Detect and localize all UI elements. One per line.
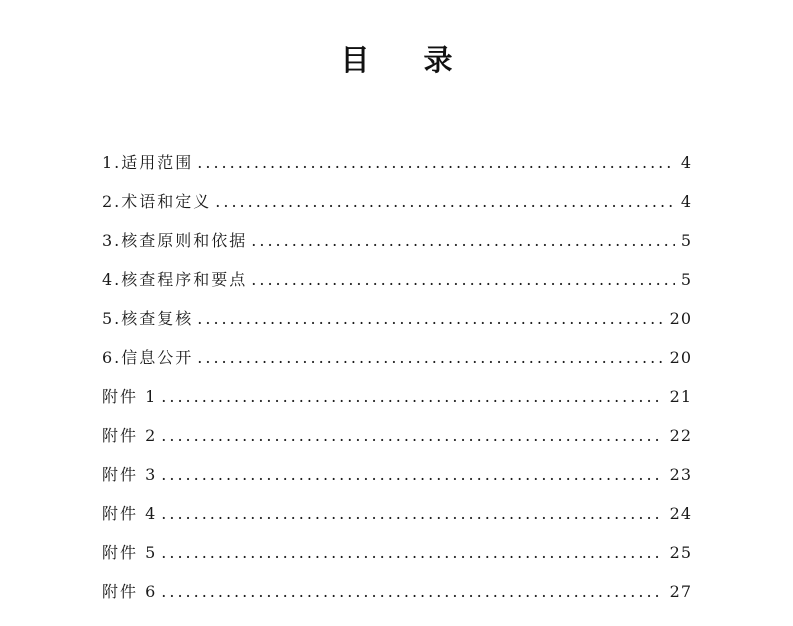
toc-dot-leader xyxy=(197,304,663,334)
toc-entry-page: 5 xyxy=(680,231,692,250)
toc-entry-4[interactable] xyxy=(102,265,692,304)
toc-entry-10[interactable] xyxy=(102,499,692,538)
toc-entry-label: 5.核查复核 xyxy=(102,309,194,328)
toc-entry-label: 2.术语和定义 xyxy=(102,192,212,211)
toc-entry-label: 附件 3 xyxy=(102,465,158,484)
toc-entry-9[interactable] xyxy=(102,460,692,499)
toc-dot-leader xyxy=(161,382,663,412)
toc-entry-page: 23 xyxy=(669,465,692,484)
toc-entry-7[interactable] xyxy=(102,382,692,421)
toc-entry-page: 4 xyxy=(680,153,692,172)
toc-entry-page: 21 xyxy=(669,387,692,406)
page-title: 目 录 xyxy=(340,43,475,77)
toc-dot-leader xyxy=(161,499,663,529)
toc-entry-3[interactable] xyxy=(102,226,692,265)
toc-entry-label: 6.信息公开 xyxy=(102,348,194,367)
toc-entry-label: 附件 1 xyxy=(102,387,158,406)
toc-dot-leader xyxy=(197,148,675,178)
toc-entry-11[interactable] xyxy=(102,538,692,577)
toc-entry-6[interactable] xyxy=(102,343,692,382)
toc-entry-1[interactable] xyxy=(102,148,692,187)
table-of-contents xyxy=(102,148,692,616)
toc-entry-label: 4.核查程序和要点 xyxy=(102,270,248,289)
toc-entry-page: 5 xyxy=(680,270,692,289)
toc-entry-label: 3.核查原则和依据 xyxy=(102,231,248,250)
toc-entry-page: 27 xyxy=(669,582,692,601)
toc-dot-leader xyxy=(251,265,675,295)
toc-entry-8[interactable] xyxy=(102,421,692,460)
toc-dot-leader xyxy=(161,538,663,568)
toc-entry-page: 24 xyxy=(669,504,692,523)
toc-dot-leader xyxy=(161,421,663,451)
toc-entry-label: 附件 2 xyxy=(102,426,158,445)
toc-entry-label: 附件 6 xyxy=(102,582,158,601)
toc-entry-5[interactable] xyxy=(102,304,692,343)
toc-dot-leader xyxy=(251,226,675,256)
toc-entry-2[interactable] xyxy=(102,187,692,226)
toc-dot-leader xyxy=(161,460,663,490)
toc-entry-page: 20 xyxy=(669,309,692,328)
toc-entry-12[interactable] xyxy=(102,577,692,616)
toc-entry-label: 附件 4 xyxy=(102,504,158,523)
toc-entry-label: 1.适用范围 xyxy=(102,153,194,172)
toc-entry-page: 22 xyxy=(669,426,692,445)
toc-dot-leader xyxy=(215,187,675,217)
toc-entry-label: 附件 5 xyxy=(102,543,158,562)
toc-entry-page: 20 xyxy=(669,348,692,367)
toc-entry-page: 25 xyxy=(669,543,692,562)
toc-dot-leader xyxy=(197,343,663,373)
toc-dot-leader xyxy=(161,577,663,607)
toc-entry-page: 4 xyxy=(680,192,692,211)
